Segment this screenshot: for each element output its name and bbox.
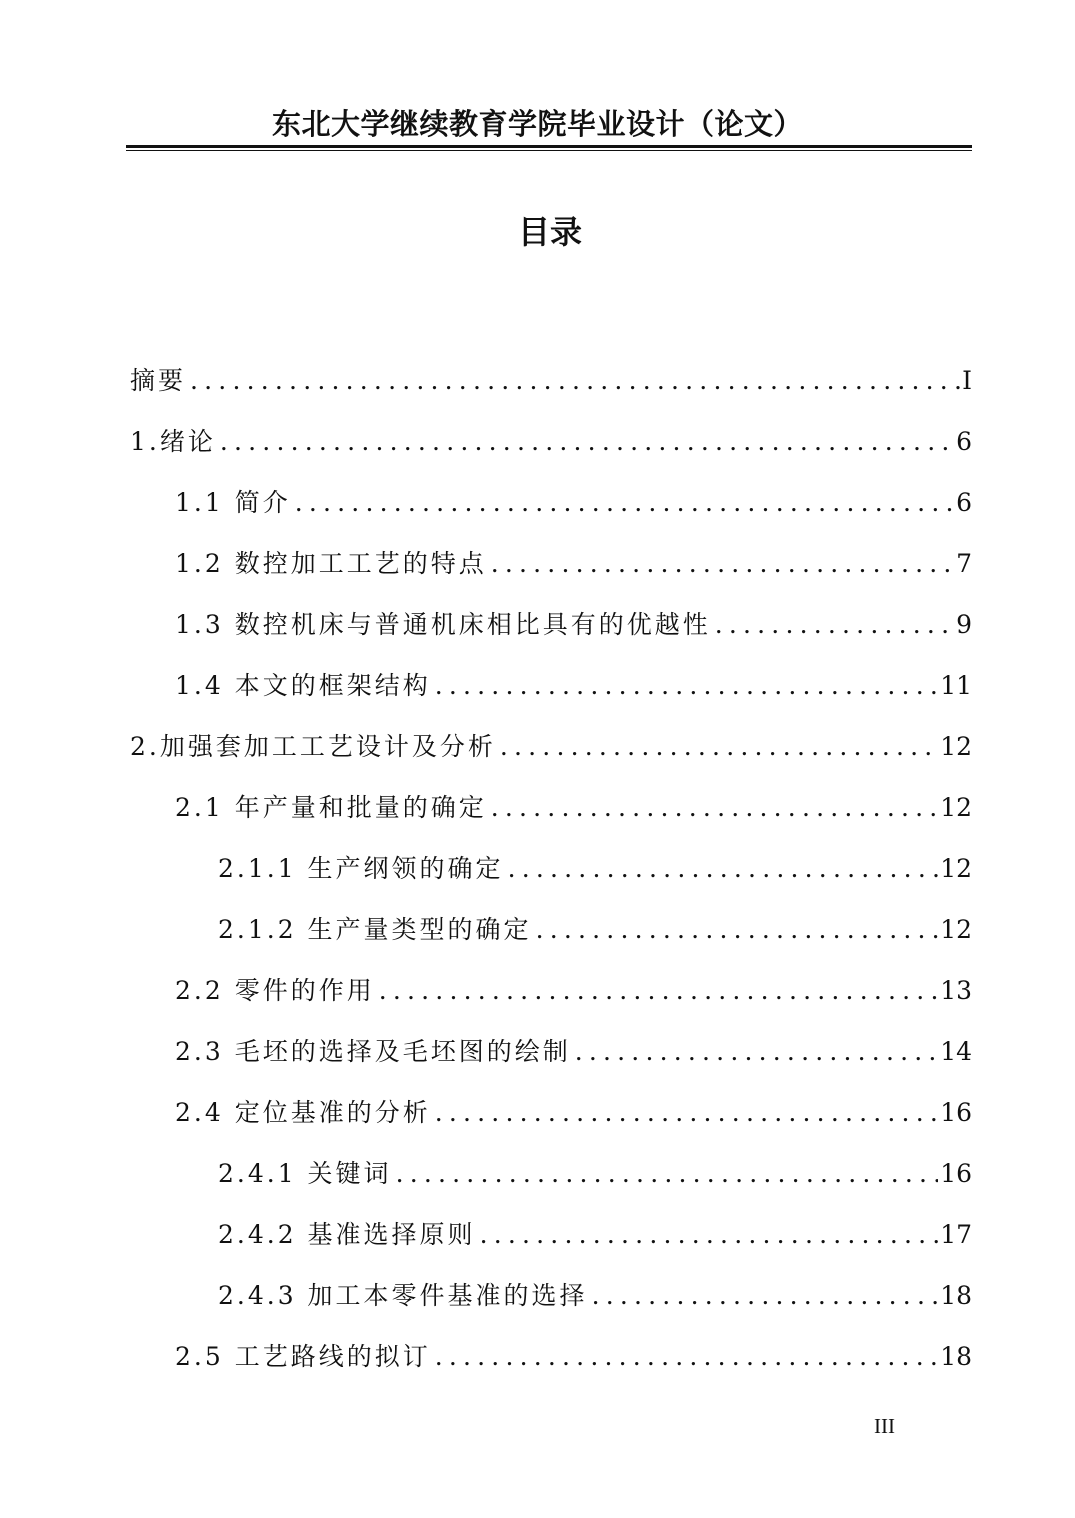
- toc-entry-2-1[interactable]: [130, 782, 972, 843]
- toc-entry-label: 2.4.3 加工本零件基准的选择: [218, 1270, 592, 1322]
- toc-entry-page: 18: [940, 1342, 972, 1371]
- header-rule-thin: [126, 150, 972, 151]
- toc-entry-page: 13: [940, 976, 972, 1005]
- toc-dot-leader: [508, 843, 939, 895]
- toc-entry-2-4-1[interactable]: [130, 1148, 972, 1209]
- toc-dot-leader: [379, 965, 938, 1017]
- toc-entry-2[interactable]: [130, 721, 972, 782]
- toc-entry-label: 摘要: [130, 355, 190, 407]
- toc-dot-leader: [575, 1026, 938, 1078]
- toc-entry-page: 17: [940, 1220, 972, 1249]
- toc-entry-2-4[interactable]: [130, 1087, 972, 1148]
- toc-entry-page: 14: [940, 1037, 972, 1066]
- toc-dot-leader: [435, 1087, 938, 1139]
- toc-entry-page: 12: [940, 854, 972, 883]
- toc-entry-label: 2.1.2 生产量类型的确定: [218, 904, 536, 956]
- toc-entry-label: 2.1 年产量和批量的确定: [175, 782, 491, 834]
- toc-dot-leader: [536, 904, 939, 956]
- toc-entry-2-5[interactable]: [130, 1331, 972, 1392]
- toc-entry-label: 2.4 定位基准的分析: [175, 1087, 435, 1139]
- toc-entry-page: 12: [940, 732, 972, 761]
- toc-dot-leader: [190, 355, 960, 407]
- page-number: III: [874, 1414, 895, 1438]
- toc-entry-label: 2.4.2 基准选择原则: [218, 1209, 480, 1261]
- toc-entry-2-2[interactable]: [130, 965, 972, 1026]
- toc-entry-label: 1.绪论: [130, 416, 220, 468]
- toc-dot-leader: [715, 599, 954, 651]
- toc-entry-abstract[interactable]: [130, 355, 972, 416]
- toc-entry-label: 1.1 简介: [175, 477, 295, 529]
- toc-entry-1-4[interactable]: [130, 660, 972, 721]
- toc-entry-2-3[interactable]: [130, 1026, 972, 1087]
- toc-entry-label: 2.5 工艺路线的拟订: [175, 1331, 435, 1383]
- toc-entry-1-1[interactable]: [130, 477, 972, 538]
- toc-entry-page: 11: [940, 671, 972, 700]
- document-header-title: 东北大学继续教育学院毕业设计（论文）: [271, 107, 803, 141]
- toc-title: 目录: [517, 213, 582, 251]
- toc-dot-leader: [491, 782, 938, 834]
- toc-entry-1-3[interactable]: [130, 599, 972, 660]
- toc-entry-1-2[interactable]: [130, 538, 972, 599]
- toc-entry-label: 2.2 零件的作用: [175, 965, 379, 1017]
- toc-entry-label: 1.4 本文的框架结构: [175, 660, 435, 712]
- toc-dot-leader: [435, 1331, 938, 1383]
- toc-entry-label: 2.4.1 关键词: [218, 1148, 396, 1200]
- toc-dot-leader: [480, 1209, 939, 1261]
- toc-dot-leader: [500, 721, 938, 773]
- toc-entry-1[interactable]: [130, 416, 972, 477]
- toc-entry-label: 2.加强套加工工艺设计及分析: [130, 721, 500, 773]
- toc-entry-2-4-3[interactable]: [130, 1270, 972, 1331]
- toc-entry-page: 7: [956, 549, 972, 578]
- toc-entry-label: 2.3 毛坯的选择及毛坯图的绘制: [175, 1026, 575, 1078]
- toc-entry-page: I: [962, 366, 972, 395]
- header-rule-thick: [126, 145, 972, 148]
- toc-dot-leader: [295, 477, 954, 529]
- toc-entry-page: 16: [940, 1159, 972, 1188]
- toc-entry-label: 2.1.1 生产纲领的确定: [218, 843, 508, 895]
- toc-dot-leader: [435, 660, 938, 712]
- toc-entry-label: 1.2 数控加工工艺的特点: [175, 538, 491, 590]
- toc-dot-leader: [491, 538, 954, 590]
- toc-dot-leader: [396, 1148, 939, 1200]
- toc-entry-2-1-1[interactable]: [130, 843, 972, 904]
- toc-entry-page: 12: [940, 915, 972, 944]
- toc-entry-label: 1.3 数控机床与普通机床相比具有的优越性: [175, 599, 715, 651]
- toc-entry-page: 9: [956, 610, 972, 639]
- table-of-contents: [130, 355, 972, 1392]
- toc-entry-page: 16: [940, 1098, 972, 1127]
- toc-entry-page: 6: [956, 427, 972, 456]
- toc-entry-page: 6: [956, 488, 972, 517]
- toc-dot-leader: [592, 1270, 939, 1322]
- toc-entry-page: 12: [940, 793, 972, 822]
- toc-dot-leader: [220, 416, 954, 468]
- toc-entry-page: 18: [940, 1281, 972, 1310]
- toc-entry-2-1-2[interactable]: [130, 904, 972, 965]
- toc-entry-2-4-2[interactable]: [130, 1209, 972, 1270]
